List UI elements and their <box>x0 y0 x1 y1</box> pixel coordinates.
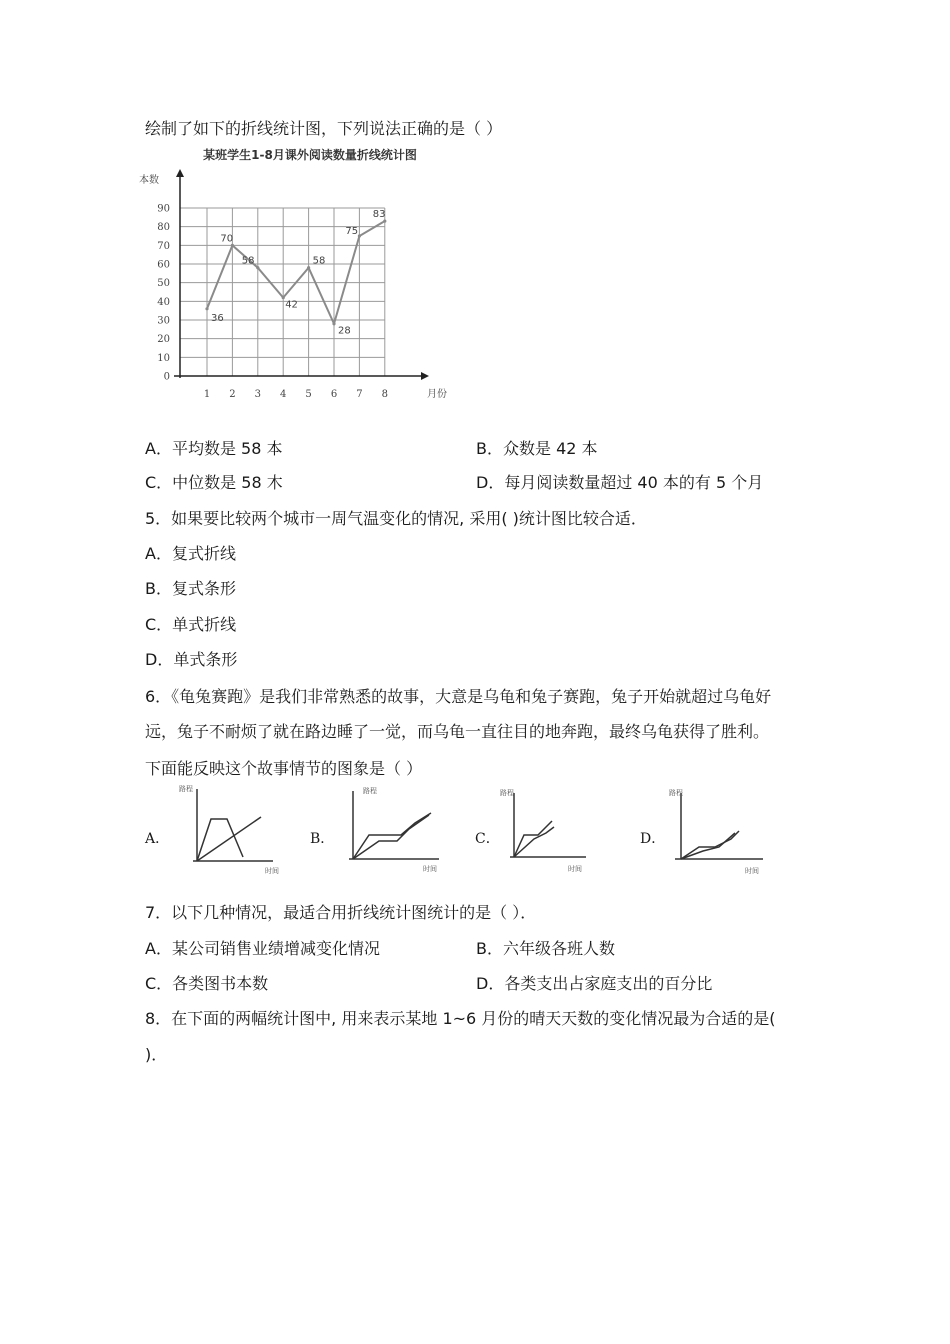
y-tick-label: 60 <box>157 259 170 271</box>
x-tick-label: 3 <box>254 389 261 400</box>
graph-b-x-label: 时间 <box>423 865 437 873</box>
x-tick-label: 7 <box>356 389 363 400</box>
reading-line-chart <box>135 145 465 405</box>
data-label: 28 <box>338 325 351 337</box>
q7-stem: 7．以下几种情况，最适合用折线统计图统计的是（ ）． <box>145 903 537 922</box>
data-label: 58 <box>241 255 255 267</box>
data-label: 70 <box>220 233 234 245</box>
q5-option-c[interactable]: C．单式折线 <box>145 615 237 634</box>
q7-option-b[interactable]: B．六年级各班人数 <box>476 939 615 958</box>
q7-option-c[interactable]: C．各类图书本数 <box>145 974 269 993</box>
q4-option-d[interactable]: D．每月阅读数量超过 40 本的有 5 个月 <box>476 473 764 492</box>
q6-option-c-label[interactable]: C． <box>475 831 500 847</box>
q5-stem: 5．如果要比较两个城市一周气温变化的情况, 采用( )统计图比较合适． <box>145 509 647 528</box>
q5-option-a[interactable]: A．复式折线 <box>145 544 236 563</box>
data-label: 36 <box>211 312 224 324</box>
chart-svg <box>135 145 465 405</box>
graph-c-x-label: 时间 <box>568 865 582 873</box>
y-tick-labels <box>157 204 170 383</box>
q7-option-a[interactable]: A．某公司销售业绩增减变化情况 <box>145 939 380 958</box>
data-point <box>307 266 310 269</box>
y-tick-label: 50 <box>157 278 170 290</box>
y-tick-label: 20 <box>157 334 170 346</box>
y-axis-label: 本数 <box>139 175 159 186</box>
chart-axes <box>174 169 429 380</box>
data-point <box>205 307 208 310</box>
x-axis-label: 月份 <box>427 389 447 400</box>
y-tick-label: 30 <box>157 315 170 327</box>
y-tick-label: 90 <box>157 203 170 215</box>
graph-d-x-label: 时间 <box>745 867 759 875</box>
x-tick-label: 1 <box>203 389 211 400</box>
q6-line1: 6．《龟兔赛跑》是我们非常熟悉的故事，大意是乌龟和兔子赛跑，兔子开始就超过乌龟好 <box>145 687 772 706</box>
y-axis-arrow <box>176 169 184 177</box>
q6-option-d-label[interactable]: D． <box>640 831 666 847</box>
y-tick-label: 40 <box>157 296 170 308</box>
q4-option-a[interactable]: A．平均数是 58 本 <box>145 439 283 458</box>
x-tick-labels <box>204 389 388 400</box>
q6-line2: 远，兔子不耐烦了就在路边睡了一觉，而乌龟一直往目的地奔跑，最终乌龟获得了胜利。 <box>145 722 770 741</box>
q6-option-a-label[interactable]: A． <box>145 831 170 847</box>
q5-option-b[interactable]: B．复式条形 <box>145 579 236 598</box>
q4-intro: 绘制了如下的折线统计图，下列说法正确的是（ ） <box>145 119 503 138</box>
y-tick-label: 80 <box>157 222 170 234</box>
data-label: 58 <box>312 255 326 267</box>
x-tick-label: 6 <box>330 389 338 400</box>
q6-line3: 下面能反映这个故事情节的图象是（ ） <box>145 759 423 778</box>
q4-option-c[interactable]: C．中位数是 58 木 <box>145 473 283 492</box>
q7-option-d[interactable]: D．各类支出占家庭支出的百分比 <box>476 974 713 993</box>
data-label: 42 <box>285 299 298 311</box>
graph-a-y-label: 路程 <box>179 785 193 793</box>
graph-d-y-label: 路程 <box>669 789 683 797</box>
q6-graph-b[interactable] <box>335 783 445 879</box>
graph-a-x-label: 时间 <box>265 867 279 875</box>
q4-option-b[interactable]: B．众数是 42 本 <box>476 439 598 458</box>
q6-option-b-label[interactable]: B． <box>310 831 335 847</box>
y-tick-label: 0 <box>163 371 170 383</box>
q8-line2: )． <box>145 1045 168 1064</box>
y-tick-label: 70 <box>157 240 170 252</box>
x-tick-label: 4 <box>280 389 287 400</box>
data-point <box>358 234 361 237</box>
data-point <box>332 322 335 325</box>
q6-graph-d[interactable] <box>665 783 775 879</box>
data-point <box>256 266 259 269</box>
q8-line1: 8．在下面的两幅统计图中, 用来表示某地 1~6 月份的晴天天数的变化情况最为合适的是( <box>145 1009 776 1028</box>
y-tick-label: 10 <box>157 352 170 364</box>
q6-graph-c[interactable] <box>498 783 608 879</box>
data-label: 75 <box>345 226 359 237</box>
q5-option-d[interactable]: D．单式条形 <box>145 650 238 669</box>
x-axis-arrow <box>421 372 429 380</box>
graph-c-y-label: 路程 <box>500 789 514 797</box>
data-label: 83 <box>372 209 386 221</box>
q6-graph-a[interactable] <box>175 783 285 879</box>
x-tick-label: 5 <box>305 389 312 400</box>
graph-b-y-label: 路程 <box>363 787 377 795</box>
x-tick-label: 2 <box>229 389 236 400</box>
chart-title: 某班学生1-8月课外阅读数量折线统计图 <box>203 148 417 162</box>
x-tick-label: 8 <box>381 389 388 400</box>
